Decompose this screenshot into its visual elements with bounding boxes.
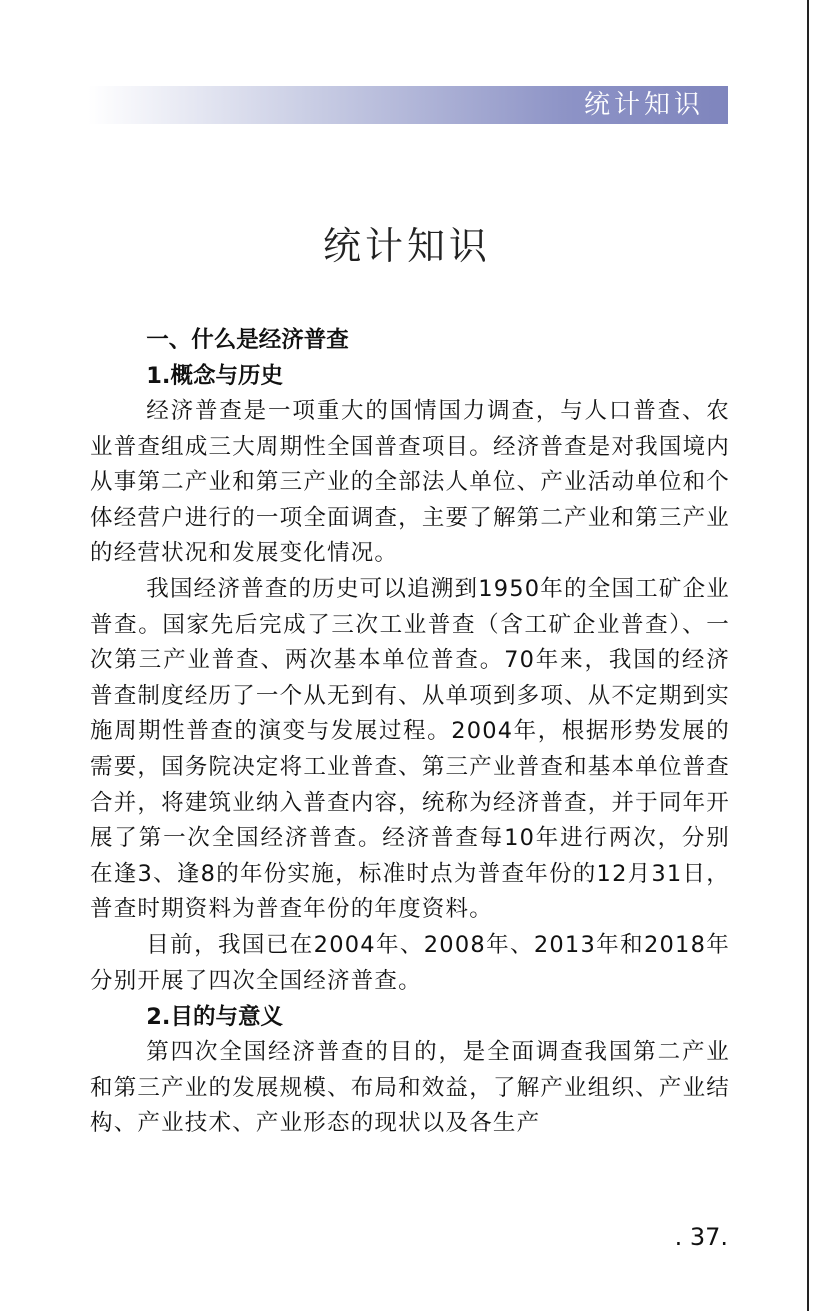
page-title: 统计知识 xyxy=(322,224,491,268)
paragraph: 我国经济普查的历史可以追溯到1950年的全国工矿企业普查。国家先后完成了三次工业普查（含工矿企业普查）、一次第三产业普查、两次基本单位普查。70年来，我国的经济普查制度经历了一个从无到有、从单项到多项、从不定期到实施周期性普查的演变与发展过程。2004年，根据形势发展的需要，国务院决定将工业普查、第三产业普查和基本单位普查合并，将建筑业纳入普查内容，统称为经济普查，并于同年开展了第一次全国经济普查。经济普查每10年进行两次，分别在逢3、逢8的年份实施，标准时点为普查年份的12月31日，普查时期资料为普查年份的年度资料。 xyxy=(90,575,730,923)
page-edge-line xyxy=(807,0,809,1311)
page-number: . 37. xyxy=(674,1223,728,1251)
running-header-bar xyxy=(88,86,728,124)
section-heading: 一、什么是经济普查 xyxy=(146,327,349,353)
article-body xyxy=(90,322,730,1142)
running-header-title: 统计知识 xyxy=(583,90,704,120)
paragraph: 第四次全国经济普查的目的，是全面调查我国第二产业和第三产业的发展规模、布局和效益，了解产业组织、产业结构、产业技术、产业形态的现状以及各生产 xyxy=(90,1039,730,1137)
paragraph: 经济普查是一项重大的国情国力调查，与人口普查、农业普查组成三大周期性全国普查项目。经济普查是对我国境内从事第二产业和第三产业的全部法人单位、产业活动单位和个体经营户进行的一项全面调查，主要了解第二产业和第三产业的经营状况和发展变化情况。 xyxy=(90,398,730,567)
paragraph: 目前，我国已在2004年、2008年、2013年和2018年分别开展了四次全国经济普查。 xyxy=(90,931,730,994)
subsection-heading: 1.概念与历史 xyxy=(146,363,283,389)
subsection-heading: 2.目的与意义 xyxy=(146,1004,283,1031)
